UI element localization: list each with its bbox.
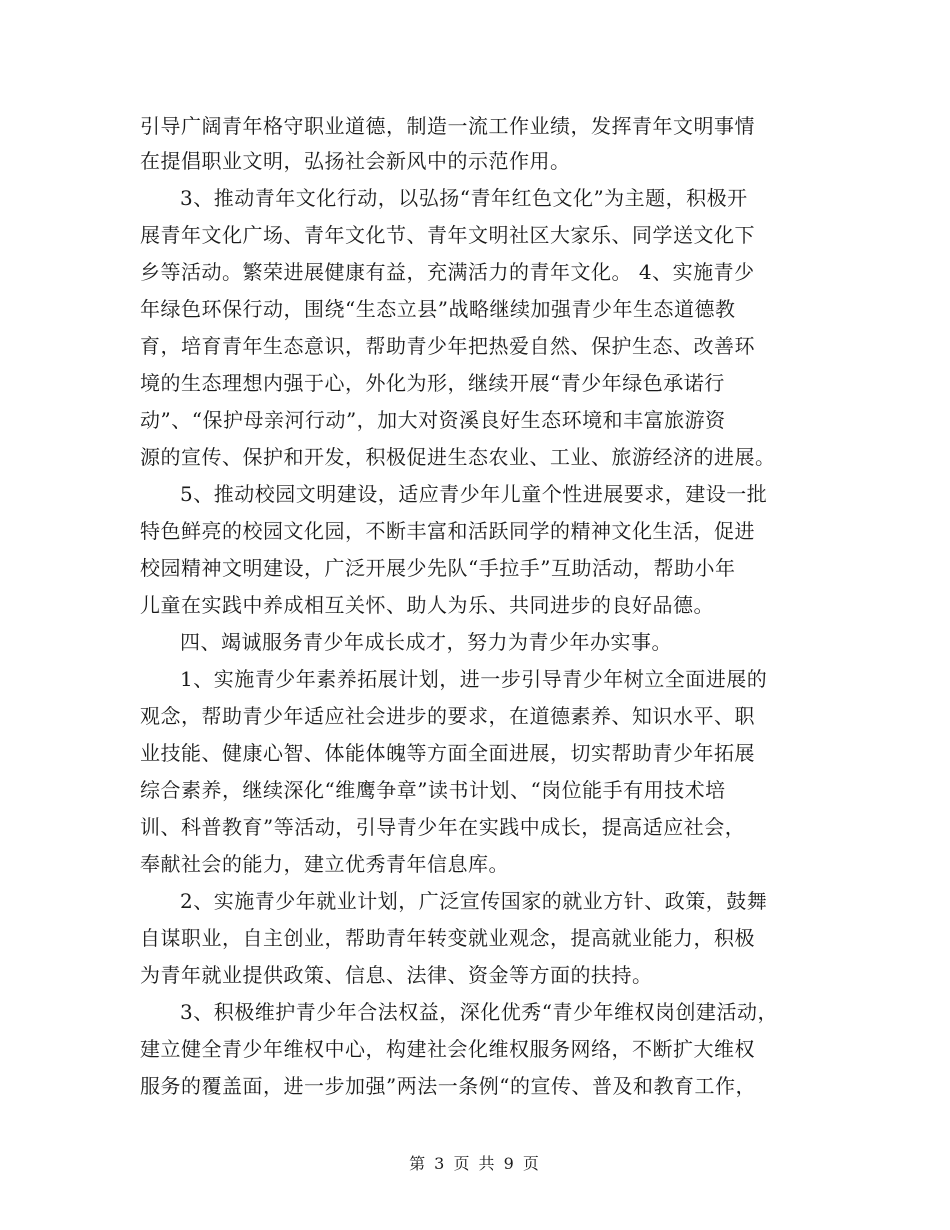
body-text-line: 在提倡职业文明，弘扬社会新风中的示范作用。 (140, 149, 571, 173)
body-text-line: 3、积极维护青少年合法权益，深化优秀“青少年维权岗创建活动， (180, 1000, 778, 1024)
body-text-line: 育，培育青年生态意识，帮助青少年把热爱自然、保护生态、改善环 (140, 334, 755, 358)
body-text-line: 观念，帮助青少年适应社会进步的要求，在道德素养、知识水平、职 (140, 704, 755, 728)
body-text-line: 展青年文化广场、青年文化节、青年文明社区大家乐、同学送文化下 (140, 223, 755, 247)
body-text-line: 源的宣传、保护和开发，积极促进生态农业、工业、旅游经济的进展。 (140, 445, 776, 469)
body-text-line: 服务的覆盖面，进一步加强”两法一条例“的宣传、普及和教育工作， (140, 1074, 756, 1098)
section-heading: 四、竭诚服务青少年成长成才，努力为青少年办实事。 (180, 630, 672, 654)
body-text-line: 为青年就业提供政策、信息、法律、资金等方面的扶持。 (140, 963, 653, 987)
body-text-line: 儿童在实践中养成相互关怀、助人为乐、共同进步的良好品德。 (140, 593, 714, 617)
body-text-line: 2、实施青少年就业计划，广泛宣传国家的就业方针、政策，鼓舞 (180, 889, 768, 913)
body-text-line: 境的生态理想内强于心，外化为形，继续开展“青少年绿色承诺行 (140, 371, 725, 395)
body-text-line: 5、推动校园文明建设，适应青少年儿童个性进展要求，建设一批 (180, 482, 768, 506)
body-text-line: 1、实施青少年素养拓展计划，进一步引导青少年树立全面进展的 (180, 667, 768, 691)
body-text-line: 训、科普教育”等活动，引导青少年在实践中成长，提高适应社会， (140, 815, 746, 839)
body-text-line: 3、推动青年文化行动，以弘扬“青年红色文化”为主题，积极开 (180, 186, 748, 210)
body-text-line: 特色鲜亮的校园文化园，不断丰富和活跃同学的精神文化生活，促进 (140, 519, 755, 543)
body-text-line: 年绿色环保行动，围绕“生态立县”战略继续加强青少年生态道德教 (140, 297, 736, 321)
body-text-line: 业技能、健康心智、体能体魄等方面全面进展，切实帮助青少年拓展 (140, 741, 755, 765)
body-text-line: 校园精神文明建设，广泛开展少先队“手拉手”互助活动，帮助小年 (140, 556, 736, 580)
body-text-line: 引导广阔青年格守职业道德，制造一流工作业绩，发挥青年文明事情 (140, 114, 755, 138)
body-text-line: 综合素养，继续深化“维鹰争章”读书计划、“岗位能手有用技术培 (140, 778, 726, 802)
body-text-line: 乡等活动。繁荣进展健康有益，充满活力的青年文化。 4、实施青少 (140, 260, 755, 284)
body-text-line: 奉献社会的能力，建立优秀青年信息库。 (140, 852, 509, 876)
body-text-line: 自谋职业，自主创业，帮助青年转变就业观念，提高就业能力，积极 (140, 926, 755, 950)
body-text-line: 动”、“保护母亲河行动”，加大对资溪良好生态环境和丰富旅游资 (140, 408, 726, 432)
body-text-line: 建立健全青少年维权中心，构建社会化维权服务网络，不断扩大维权 (140, 1037, 755, 1061)
page-number-footer: 第 3 页 共 9 页 (409, 1154, 541, 1173)
